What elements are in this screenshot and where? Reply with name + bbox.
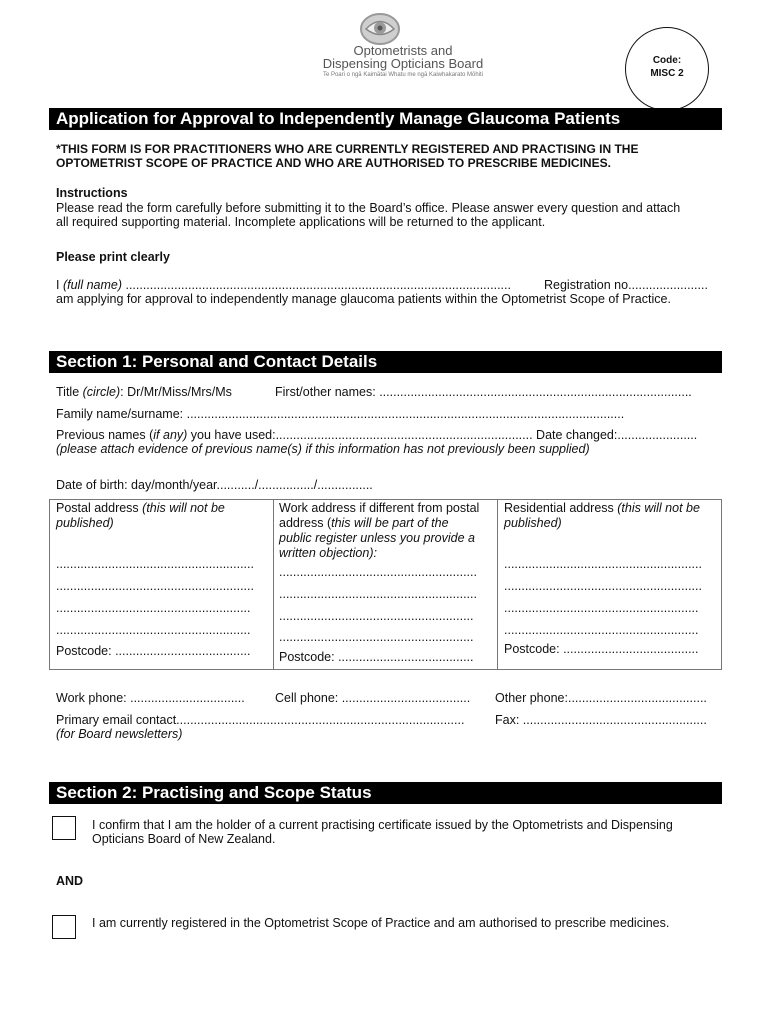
title-circle-note: (circle): [82, 385, 121, 399]
fax-field[interactable]: Fax: .....................................................: [495, 713, 707, 727]
code-value: MISC 2: [650, 68, 684, 79]
title-field[interactable]: [56, 385, 232, 399]
previous-label-b: you have used:.......................................................................... Date changed:.......................: [187, 428, 698, 442]
instructions-heading: Instructions: [56, 186, 128, 200]
work-line-2[interactable]: .........................................................: [279, 587, 477, 601]
registration-no-field[interactable]: Registration no.......................: [544, 278, 708, 292]
print-clearly-label: Please print clearly: [56, 250, 170, 264]
instructions-line-2: all required supporting material. Incomplete applications will be returned to the applicant.: [56, 215, 546, 229]
i-label: I: [56, 278, 63, 292]
work-phone-field[interactable]: Work phone: .................................: [56, 691, 245, 705]
work-address-label: Work address if different from postal address (this will be part of the public register unless you provide a written objection):: [279, 501, 480, 560]
previous-label-a: Previous names (: [56, 428, 154, 442]
logo-title-line1: Optometrists and: [353, 43, 453, 58]
email-note: (for Board newsletters): [56, 727, 183, 741]
code-label: Code:: [652, 55, 682, 66]
postal-line-2[interactable]: .........................................................: [56, 579, 254, 593]
scope-registration-checkbox[interactable]: [52, 915, 76, 939]
residential-address-cell[interactable]: [497, 500, 721, 669]
previous-if-any: if any): [153, 428, 188, 442]
section-2-title: Section 2: Practising and Scope Status: [49, 782, 722, 804]
logo-title-line2: Dispensing Opticians Board: [322, 56, 484, 71]
work-line-4[interactable]: ........................................................: [279, 630, 474, 644]
registered-statement: I am currently registered in the Optometrist Scope of Practice and am authorised to prescribe medicines.: [92, 916, 670, 930]
postal-address-label: Postal address (this will not be published): [56, 501, 225, 530]
notice-line-2: OPTOMETRIST SCOPE OF PRACTICE AND WHO ARE AUTHORISED TO PRESCRIBE MEDICINES.: [56, 156, 611, 170]
confirm-line-1: I confirm that I am the holder of a current practising certificate issued by the Optometrists and Dispensing: [92, 818, 673, 832]
confirm-line-2: Opticians Board of New Zealand.: [92, 832, 276, 846]
work-line-1[interactable]: .........................................................: [279, 565, 477, 579]
res-line-2[interactable]: .........................................................: [504, 579, 702, 593]
residential-address-label: Residential address (this will not be published): [504, 501, 700, 530]
notice-line-1: *THIS FORM IS FOR PRACTITIONERS WHO ARE CURRENTLY REGISTERED AND PRACTISING IN THE: [56, 142, 639, 156]
practising-certificate-checkbox[interactable]: [52, 816, 76, 840]
dob-field[interactable]: Date of birth: day/month/year.........../................/................: [56, 478, 373, 492]
section-1-title: Section 1: Personal and Contact Details: [49, 351, 722, 373]
form-title: Application for Approval to Independently Manage Glaucoma Patients: [49, 108, 722, 130]
cell-phone-field[interactable]: Cell phone: .....................................: [275, 691, 471, 705]
res-postcode[interactable]: Postcode: .......................................: [504, 642, 699, 656]
postal-postcode[interactable]: Postcode: .......................................: [56, 644, 251, 658]
first-names-field[interactable]: First/other names: ..........................................................................................: [275, 385, 692, 399]
logo-subtitle: Te Poari o ngā Kaimātai Whatu me ngā Kaiwhakarato Mōhiti: [322, 72, 484, 78]
declaration-line-2: am applying for approval to independently manage glaucoma patients within the Optometrist Scope of Practice.: [56, 292, 671, 306]
work-address-cell[interactable]: [273, 500, 498, 669]
previous-names-note: (please attach evidence of previous name(s) if this information has not previously been supplied): [56, 442, 590, 456]
full-name-dots: ...............................................................................................................: [122, 278, 511, 292]
postal-line-4[interactable]: ........................................................: [56, 623, 251, 637]
address-table: [49, 499, 722, 670]
family-name-field[interactable]: Family name/surname: ..............................................................................................................................: [56, 407, 625, 421]
full-name-label: (full name): [62, 278, 122, 292]
and-label: AND: [56, 874, 84, 888]
res-line-3[interactable]: ........................................................: [504, 601, 699, 615]
work-line-3[interactable]: ........................................................: [279, 609, 474, 623]
email-field[interactable]: Primary email contact...................................................................................: [56, 713, 465, 727]
title-label: Title: [56, 385, 83, 399]
postal-address-cell[interactable]: [50, 500, 274, 669]
other-phone-field[interactable]: Other phone:........................................: [495, 691, 707, 705]
postal-line-1[interactable]: .........................................................: [56, 557, 254, 571]
title-options: : Dr/Mr/Miss/Mrs/Ms: [120, 385, 232, 399]
instructions-line-1: Please read the form carefully before submitting it to the Board’s office. Please answer every question and attach: [56, 201, 681, 215]
previous-names-field[interactable]: [56, 428, 697, 442]
form-code-badge: [625, 27, 709, 111]
postal-line-3[interactable]: ........................................................: [56, 601, 251, 615]
res-line-1[interactable]: .........................................................: [504, 557, 702, 571]
work-postcode[interactable]: Postcode: .......................................: [279, 650, 474, 664]
res-line-4[interactable]: ........................................................: [504, 623, 699, 637]
full-name-field[interactable]: [56, 278, 511, 292]
